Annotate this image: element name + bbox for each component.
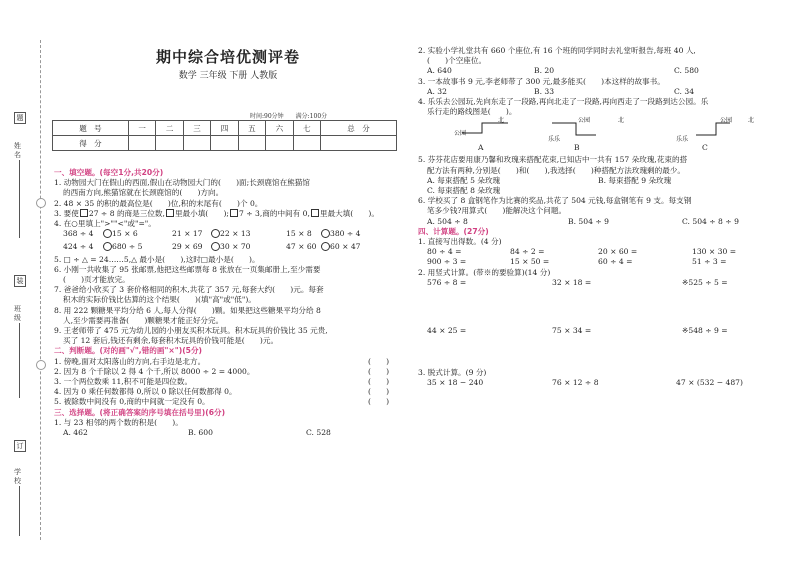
question-text: 3. 脱式计算。(9 分) bbox=[418, 368, 487, 378]
route-option[interactable]: A bbox=[478, 143, 484, 153]
option[interactable]: B. 20 bbox=[534, 66, 555, 76]
right-column bbox=[418, 46, 788, 419]
question-text: 6. 学校买了 8 盒钢笔作为比赛的奖品,共花了 504 元钱,每盒钢笔有 9 支。每支钢 bbox=[418, 196, 692, 206]
answer-paren[interactable]: ( ) bbox=[368, 366, 390, 376]
blank-square bbox=[230, 209, 238, 217]
compare-expr: 15 × 6 bbox=[112, 229, 138, 239]
score-cell[interactable] bbox=[293, 136, 320, 151]
answer-paren[interactable]: ( ) bbox=[368, 356, 390, 366]
judge-text: 3. 一个两位数乘 11,积不可能是四位数。 bbox=[54, 377, 193, 386]
judge-text: 2. 因为 8 个千除以 2 得 4 个千,所以 8000 ÷ 2 = 4000。 bbox=[54, 366, 255, 376]
question-fragment: 里最大填( )。 bbox=[319, 208, 379, 218]
question-text: 7. 爸爸给小欣买了 3 套价格相同的积木,共花了 357 元,每套大约( )元。每套 bbox=[54, 285, 324, 295]
question-text: 的西南方向,熊猫馆就在长颈鹿馆的( )方向。 bbox=[63, 188, 224, 198]
score-cell[interactable] bbox=[238, 136, 265, 151]
compare-circle[interactable] bbox=[103, 242, 112, 251]
name-line bbox=[19, 160, 20, 238]
option[interactable]: A. 32 bbox=[427, 86, 447, 96]
question-text: 1. 与 23 相邻的两个数的积是( )。 bbox=[54, 417, 183, 427]
question-text: 乐行走的路线图是( )。 bbox=[427, 107, 517, 117]
question-text: 4. 乐乐去公园玩,先向东走了一段路,再向北走了一段路,再向西走了一段路到达公园。乐 bbox=[418, 96, 709, 106]
judge-row bbox=[54, 377, 394, 387]
calc-item: 576 ÷ 8 = bbox=[427, 277, 467, 287]
option[interactable]: B. 600 bbox=[188, 427, 213, 437]
compare-expr: 29 × 69 bbox=[172, 242, 203, 252]
compare-expr: 21 × 17 bbox=[172, 229, 203, 239]
route-label-north: 北 bbox=[618, 117, 625, 125]
score-header: 三 bbox=[183, 121, 210, 136]
question-text: 2. 用竖式计算。(带※的要验算)(14 分) bbox=[418, 267, 551, 277]
score-header: 题 号 bbox=[53, 121, 129, 136]
route-label-north: 北 bbox=[498, 117, 505, 125]
question-text: 4. 在○里填上">""<"或"="。 bbox=[54, 219, 156, 229]
vertical-calc-row bbox=[418, 278, 788, 288]
class-label: 班级 bbox=[14, 305, 21, 322]
option[interactable]: C. 504 ÷ 8 ÷ 9 bbox=[682, 216, 739, 226]
answer-paren[interactable]: ( ) bbox=[368, 397, 390, 407]
options-row bbox=[418, 66, 788, 76]
question-text: 1. 动物园大门在假山的西面,假山在动物园大门的( )面;长颈鹿馆在熊猫馆 bbox=[54, 178, 310, 188]
binding-strip bbox=[0, 0, 50, 562]
score-header: 一 bbox=[128, 121, 155, 136]
calc-item: 32 × 18 = bbox=[552, 277, 592, 287]
calc-item: 75 × 34 = bbox=[552, 325, 592, 335]
question-text: ( )页才能放完。 bbox=[63, 275, 130, 284]
question-text: 2. 实验小学礼堂共有 660 个座位,有 16 个班的同学同时去礼堂听报告,每班 40 人, bbox=[418, 46, 696, 55]
question-text: ( )个空座位。 bbox=[427, 56, 487, 66]
score-cell[interactable] bbox=[211, 136, 238, 151]
blank-square bbox=[80, 209, 88, 217]
judge-text: 5. 被除数中间没有 0,商的中间就一定没有 0。 bbox=[54, 397, 210, 407]
option[interactable]: A. 504 ÷ 8 bbox=[427, 216, 468, 226]
calc-item: 76 × 12 ÷ 8 bbox=[552, 378, 599, 388]
compare-expr: 30 × 70 bbox=[220, 242, 251, 252]
option[interactable]: C. 每束搭配 8 朵玫瑰 bbox=[427, 185, 501, 195]
binding-mark: 题 bbox=[14, 112, 26, 124]
options-row bbox=[418, 176, 788, 186]
calc-item: ※525 ÷ 5 = bbox=[682, 277, 728, 287]
section-fill-heading: 一、填空题。(每空1分,共20分) bbox=[54, 168, 164, 177]
question-text: 2. 48 × 35 的积的最高位是( )位,积的末尾有( )个 0。 bbox=[54, 198, 263, 208]
blank-square bbox=[311, 209, 319, 217]
route-label-lele: 乐乐 bbox=[548, 136, 561, 144]
option[interactable]: A. 640 bbox=[427, 66, 452, 76]
section-judge-heading: 二、判断题。(对的画"√",错的画"×")(5分) bbox=[54, 346, 203, 356]
name-label: 姓名 bbox=[14, 142, 21, 159]
compare-expr: 368 ÷ 4 bbox=[63, 229, 94, 239]
route-label-lele: 乐乐 bbox=[676, 136, 689, 144]
options-row bbox=[418, 217, 788, 227]
question-text: 1. 直接写出得数。(4 分) bbox=[418, 236, 502, 246]
class-line bbox=[19, 323, 20, 398]
option[interactable]: C. 528 bbox=[306, 427, 331, 437]
time-info: 时间:90分钟 满分:100分 bbox=[250, 113, 328, 120]
compare-row bbox=[54, 242, 394, 252]
calc-item: 60 ÷ 4 = bbox=[598, 257, 633, 267]
judge-row bbox=[54, 397, 394, 407]
calc-item: 47 × (532 − 487) bbox=[676, 378, 743, 388]
score-header: 二 bbox=[156, 121, 183, 136]
options-row bbox=[418, 87, 788, 97]
calc-item: 130 × 30 = bbox=[692, 247, 737, 257]
option[interactable]: C. 580 bbox=[674, 66, 699, 76]
question-text: 积木的实际价钱比估算的这个结果( )(填"高"或"低")。 bbox=[63, 295, 256, 305]
section-choice-heading: 三、选择题。(将正确答案的序号填在括号里)(6分) bbox=[54, 407, 226, 417]
answer-paren[interactable]: ( ) bbox=[368, 387, 390, 397]
compare-expr: 22 × 13 bbox=[220, 229, 251, 239]
work-space[interactable] bbox=[418, 288, 788, 326]
score-header: 六 bbox=[266, 121, 293, 136]
score-cell[interactable] bbox=[321, 136, 397, 151]
cut-line bbox=[40, 40, 41, 540]
mental-calc-row bbox=[418, 247, 788, 257]
compare-circle[interactable] bbox=[211, 242, 220, 251]
calc-item: 15 × 50 = bbox=[510, 257, 550, 267]
options-row bbox=[54, 428, 394, 438]
compare-circle[interactable] bbox=[211, 229, 220, 238]
route-diagrams bbox=[418, 117, 788, 155]
blank-square bbox=[166, 209, 174, 217]
compare-expr: 380 ÷ 4 bbox=[330, 229, 361, 239]
option[interactable]: A. 462 bbox=[63, 427, 88, 437]
route-option[interactable]: C bbox=[702, 143, 708, 153]
score-cell[interactable] bbox=[183, 136, 210, 151]
option[interactable]: C. 34 bbox=[674, 86, 695, 96]
question-text: 8. 用 222 颗糖果平均分给 6 人,每人分得( )颗。如果把这些糖果平均分给 8 bbox=[54, 305, 321, 315]
route-label-north: 北 bbox=[748, 117, 755, 125]
calc-item: 80 ÷ 4 = bbox=[427, 247, 462, 257]
question-text: 笔多少钱?用算式( )能解决这个问题。 bbox=[427, 206, 567, 216]
question-fragment: 27 ÷ 8 的商是三位数, bbox=[88, 208, 165, 218]
calc-item: ※548 ÷ 9 = bbox=[682, 325, 728, 335]
route-option[interactable]: B bbox=[574, 143, 580, 153]
answer-paren[interactable]: ( ) bbox=[368, 377, 390, 386]
section-calc-heading: 四、计算题。(27分) bbox=[418, 226, 489, 236]
compare-expr: 60 × 47 bbox=[330, 242, 361, 252]
compare-expr: 15 × 8 bbox=[286, 229, 312, 239]
school-line bbox=[19, 486, 20, 536]
question-fragment: 7 ÷ 3,商的中间有 0, bbox=[238, 208, 310, 218]
route-label-park: 公园 bbox=[720, 117, 733, 125]
calc-item: 900 ÷ 3 = bbox=[427, 257, 467, 267]
compare-circle[interactable] bbox=[103, 229, 112, 238]
question-text: 人,至少需要再准备( )颗糖果才能正好分完。 bbox=[63, 315, 224, 325]
exam-subtitle: 数学 三年级 下册 人教版 bbox=[178, 71, 278, 81]
option[interactable]: B. 每束搭配 9 朵玫瑰 bbox=[598, 175, 672, 185]
compare-expr: 47 × 60 bbox=[286, 242, 317, 252]
binding-hole bbox=[36, 360, 46, 370]
score-header: 总 分 bbox=[321, 121, 397, 136]
route-label-park: 公园 bbox=[578, 117, 591, 125]
work-space[interactable] bbox=[418, 336, 788, 368]
question-text bbox=[54, 209, 394, 219]
calc-item: 20 × 60 = bbox=[598, 247, 638, 257]
compare-expr: 680 ÷ 5 bbox=[112, 242, 143, 252]
vertical-calc-row bbox=[418, 326, 788, 336]
mixed-calc-row bbox=[418, 378, 788, 388]
compare-expr: 424 ÷ 4 bbox=[63, 242, 94, 252]
calc-item: 44 × 25 = bbox=[427, 325, 467, 335]
compare-circle[interactable] bbox=[321, 242, 330, 251]
question-text: 买了 12 套后,钱还有剩余,每套积木玩具的价钱可能是( )元。 bbox=[63, 336, 279, 346]
compare-circle[interactable] bbox=[321, 229, 330, 238]
question-text: 5. □ ÷ △ = 24……5,△ 最小是( ),这时□最小是( )。 bbox=[54, 254, 260, 264]
question-text: 3. 一本故事书 9 元,李老师带了 300 元,最多能买( )本这样的故事书。 bbox=[418, 76, 665, 86]
school-label: 学校 bbox=[14, 468, 21, 485]
left-column bbox=[54, 168, 394, 438]
judge-text: 1. 傍晚,面对太阳落山的方向,右手边是北方。 bbox=[54, 356, 206, 366]
binding-mark: 订 bbox=[14, 440, 26, 452]
question-text: 配方法有两种,分别是( )和( ),我选择( )种搭配方法玫瑰剩的最少。 bbox=[427, 165, 686, 175]
score-header: 七 bbox=[293, 121, 320, 136]
score-cell[interactable] bbox=[266, 136, 293, 151]
binding-hole bbox=[36, 198, 46, 208]
compare-row bbox=[54, 229, 394, 239]
score-cell[interactable] bbox=[128, 136, 155, 151]
calc-item: 84 ÷ 2 = bbox=[510, 247, 545, 257]
question-text: 5. 芬芬花店要用康乃馨和玫瑰来搭配花束,已知店中一共有 157 朵玫瑰,花束的搭 bbox=[418, 155, 688, 165]
judge-row bbox=[54, 387, 394, 397]
option[interactable]: A. 每束搭配 5 朵玫瑰 bbox=[427, 175, 501, 185]
question-fragment: 3. 要使 bbox=[54, 208, 79, 218]
binding-mark: 装 bbox=[14, 275, 26, 287]
calc-item: 35 × 18 − 240 bbox=[427, 378, 484, 388]
work-space[interactable] bbox=[418, 389, 788, 419]
calc-item: 51 ÷ 3 = bbox=[692, 257, 727, 267]
score-cell[interactable] bbox=[156, 136, 183, 151]
score-row-label: 得 分 bbox=[53, 136, 129, 151]
option[interactable]: B. 504 ÷ 9 bbox=[568, 216, 609, 226]
exam-title: 期中综合培优测评卷 bbox=[155, 48, 300, 66]
score-table bbox=[52, 120, 397, 151]
question-fragment: 里最小填( ); bbox=[174, 208, 229, 218]
judge-row bbox=[54, 357, 394, 367]
route-label-park: 公园 bbox=[454, 130, 467, 138]
question-text: 6. 小刚一共收集了 95 张邮票,他把这些邮票每 8 张放在一页集邮册上,至少需要 bbox=[54, 264, 321, 274]
mental-calc-row bbox=[418, 257, 788, 267]
option[interactable]: B. 33 bbox=[534, 86, 555, 96]
judge-text: 4. 因为 0 乘任何数都得 0,所以 0 除以任何数都得 0。 bbox=[54, 387, 237, 397]
judge-row bbox=[54, 367, 394, 377]
score-header: 五 bbox=[238, 121, 265, 136]
question-text: 9. 王老师带了 475 元为幼儿园的小朋友买积木玩具。积木玩具的价钱比 35 元贵, bbox=[54, 326, 328, 336]
score-header: 四 bbox=[211, 121, 238, 136]
